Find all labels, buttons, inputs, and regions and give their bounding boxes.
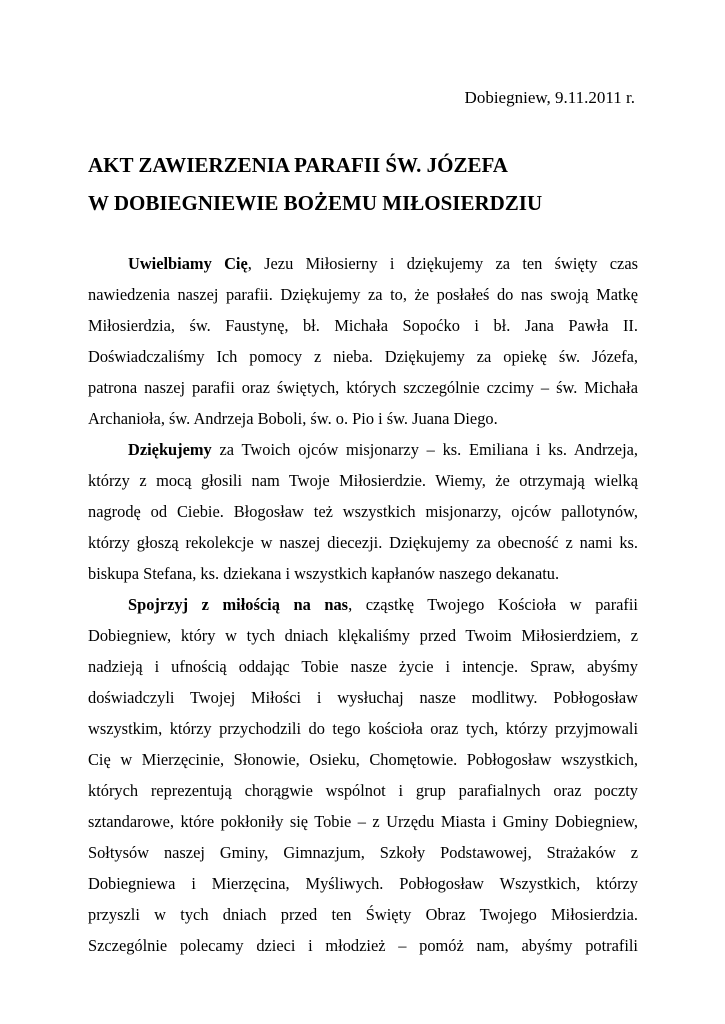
paragraph-line: patrona naszej parafii oraz świętych, których szczególnie czcimy – św. Michała (88, 378, 638, 397)
paragraph-line: przyszli w tych dniach przed ten Święty Obraz Twojego Miłosierdzia. (88, 905, 638, 924)
document-body (88, 248, 638, 961)
paragraph-line: Cię w Mierzęcinie, Słonowie, Osieku, Chomętowie. Pobłogosław wszystkich, (88, 750, 638, 769)
paragraph-line: sztandarowe, które pokłoniły się Tobie – z Urzędu Miasta i Gminy Dobiegniew, (88, 812, 638, 831)
paragraph-line: Uwielbiamy Cię, Jezu Miłosierny i dziękujemy za ten święty czas (128, 254, 638, 273)
paragraph-line: Archanioła, św. Andrzeja Boboli, św. o. Pio i św. Juana Diego. (88, 409, 498, 428)
title-line-1: AKT ZAWIERZENIA PARAFII ŚW. JÓZEFA (88, 153, 508, 177)
paragraph-line: Doświadczaliśmy Ich pomocy z nieba. Dziękujemy za opiekę św. Józefa, (88, 347, 638, 366)
paragraph-lead: Spojrzyj z miłością na nas (128, 595, 349, 614)
paragraph-line: wszystkim, którzy przychodzili do tego kościoła oraz tych, którzy przyjmowali (88, 719, 638, 738)
paragraph-lead: Uwielbiamy Cię (128, 254, 248, 273)
paragraph-line: których reprezentują chorągwie wspólnot i grup parafialnych oraz poczty (88, 781, 638, 800)
paragraph-3 (88, 589, 638, 961)
paragraph-1 (88, 248, 638, 434)
document-date: Dobiegniew, 9.11.2011 r. (464, 88, 635, 107)
paragraph-lead: Dziękujemy (128, 440, 212, 459)
paragraph-line: Sołtysów naszej Gminy, Gimnazjum, Szkoły Podstawowej, Strażaków z (88, 843, 638, 862)
paragraph-2 (88, 434, 638, 589)
paragraph-line: którzy głoszą rekolekcje w naszej diecezji. Dziękujemy za obecność z nami ks. (88, 533, 638, 552)
document-title (88, 146, 648, 222)
paragraph-line: doświadczyli Twojej Miłości i wysłuchaj nasze modlitwy. Pobłogosław (88, 688, 638, 707)
paragraph-line: biskupa Stefana, ks. dziekana i wszystkich kapłanów naszego dekanatu. (88, 564, 560, 583)
paragraph-line: Dobiegniew, który w tych dniach klękaliśmy przed Twoim Miłosierdziem, z (88, 626, 638, 645)
paragraph-line: Dziękujemy za Twoich ojców misjonarzy – ks. Emiliana i ks. Andrzeja, (128, 440, 638, 459)
paragraph-line: nadzieją i ufnością oddając Tobie nasze życie i intencje. Spraw, abyśmy (88, 657, 638, 676)
paragraph-line: Dobiegniewa i Mierzęcina, Myśliwych. Pobłogosław Wszystkich, którzy (88, 874, 638, 893)
paragraph-line: nagrodę od Ciebie. Błogosław też wszystkich misjonarzy, ojców pallotynów, (88, 502, 638, 521)
paragraph-line: Szczególnie polecamy dzieci i młodzież – pomóż nam, abyśmy potrafili (88, 936, 638, 955)
paragraph-line: Miłosierdzia, św. Faustynę, bł. Michała Sopoćko i bł. Jana Pawła II. (88, 316, 638, 335)
paragraph-line: którzy z mocą głosili nam Twoje Miłosierdzie. Wiemy, że otrzymają wielką (88, 471, 638, 490)
paragraph-line: nawiedzenia naszej parafii. Dziękujemy za to, że posłałeś do nas swoją Matkę (88, 285, 638, 304)
title-line-2: W DOBIEGNIEWIE BOŻEMU MIŁOSIERDZIU (88, 191, 543, 215)
paragraph-line: Spojrzyj z miłością na nas, cząstkę Twojego Kościoła w parafii (128, 595, 638, 614)
